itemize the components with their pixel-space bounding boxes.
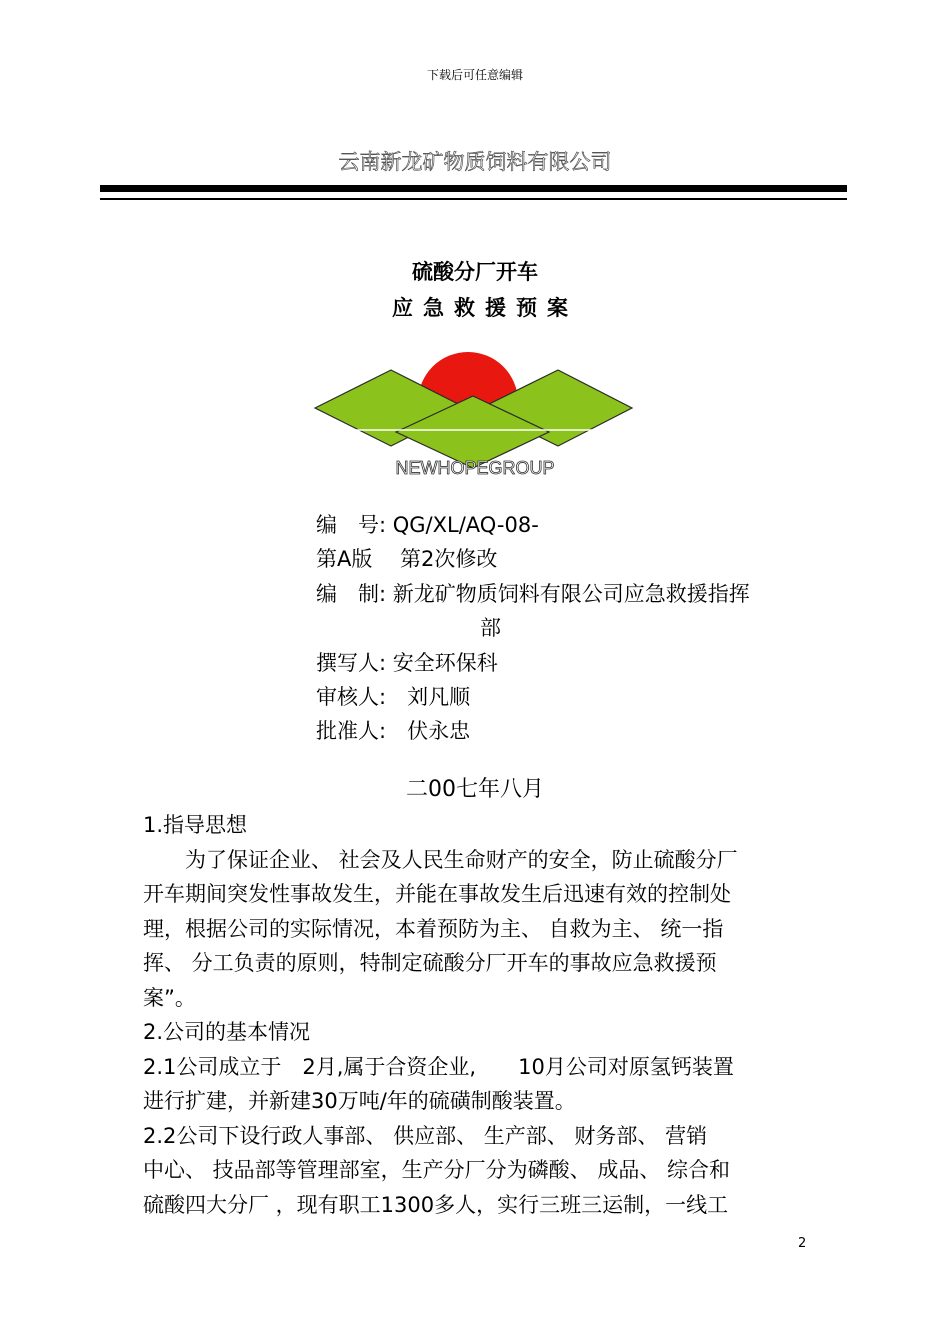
body-line: 2.1公司成立于 2月,属于合资企业, 10月公司对原氢钙装置 — [143, 1055, 734, 1079]
body-line: 理，根据公司的实际情况，本着预防为主、 自救为主、 统一指 — [143, 917, 724, 941]
header-rule-thin — [100, 198, 847, 200]
section-heading: 1.指导思想 — [143, 813, 248, 837]
doc-version: 第A版 第2次修改 — [316, 547, 498, 571]
header-rule-thick — [100, 185, 847, 192]
body-line: 进行扩建，并新建30万吨/年的硫磺制酸装置。 — [143, 1089, 576, 1113]
document-title: 硫酸分厂开车 — [412, 260, 538, 284]
document-subtitle: 应急救援预案 — [392, 296, 578, 320]
doc-compiler-cont: 部 — [480, 616, 501, 640]
document-date: 二00七年八月 — [406, 777, 544, 802]
page-number: 2 — [798, 1236, 807, 1251]
doc-number: 编 号: QG/XL/AQ-08- — [316, 513, 539, 537]
doc-writer: 撰写人: 安全环保科 — [316, 651, 498, 675]
top-note: 下载后可任意编辑 — [426, 68, 523, 82]
section-heading: 2.公司的基本情况 — [143, 1020, 311, 1044]
doc-approver: 批准人: 伏永忠 — [316, 719, 471, 743]
logo-text: NEWHOPEGROUP — [395, 458, 555, 478]
company-header: 云南新龙矿物质饲料有限公司 — [338, 150, 612, 174]
body-line: 中心、 技品部等管理部室，生产分厂分为磷酸、 成品、 综合和 — [143, 1158, 731, 1182]
body-line: 2.2公司下设行政人事部、 供应部、 生产部、 财务部、 营销 — [143, 1124, 708, 1148]
body-line: 硫酸四大分厂 ，现有职工1300多人，实行三班三运制，一线工 — [143, 1193, 729, 1217]
body-line: 开车期间突发性事故发生，并能在事故发生后迅速有效的控制处 — [143, 882, 731, 906]
doc-reviewer: 审核人: 刘凡顺 — [316, 685, 471, 709]
body-line: 挥、 分工负责的原则，特制定硫酸分厂开车的事故应急救援预 — [143, 951, 717, 975]
doc-compiler: 编 制: 新龙矿物质饲料有限公司应急救援指挥 — [316, 582, 750, 606]
body-line: 案”。 — [143, 986, 196, 1010]
body-line: 为了保证企业、 社会及人民生命财产的安全，防止硫酸分厂 — [143, 848, 738, 872]
